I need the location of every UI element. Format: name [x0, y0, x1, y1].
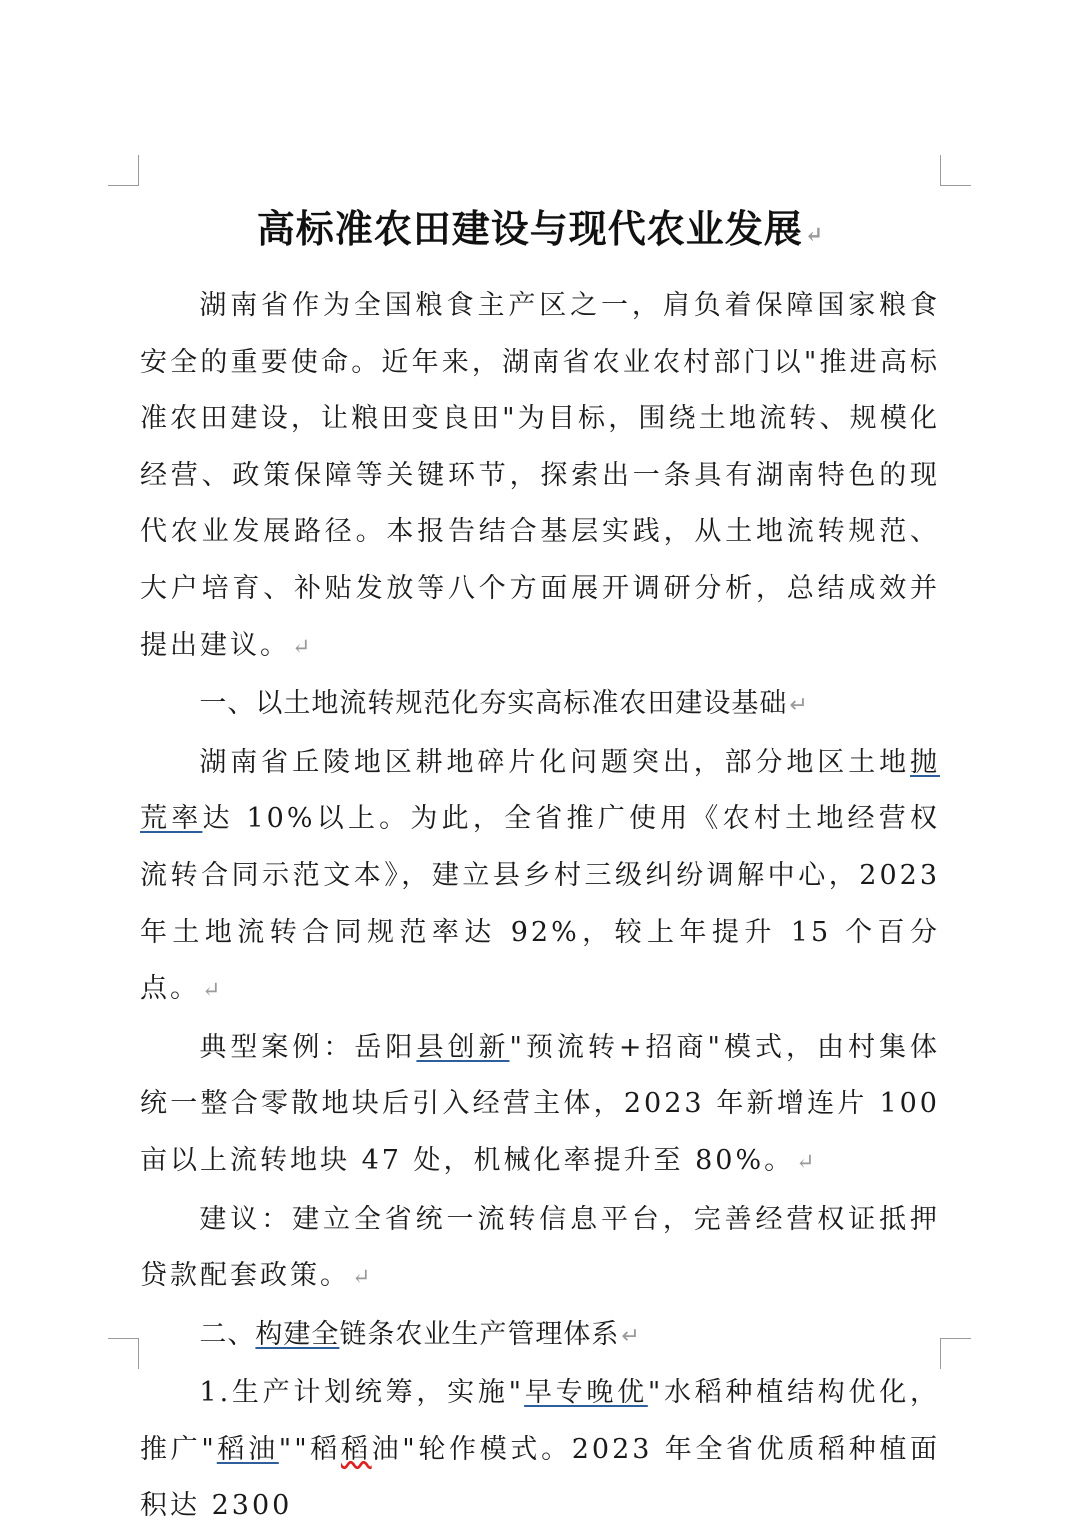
- document-body[interactable]: [140, 198, 940, 1535]
- intro-paragraph: 湖南省作为全国粮食主产区之一，肩负着保障国家粮食安全的重要使命。近年来，湖南省农业农村部门以"推进高标准农田建设，让粮田变良田"为目标，围绕土地流转、规模化经营、政策保障等关键环节，探索出一条具有湖南特色的现代农业发展路径。本报告结合基层实践，从土地流转规范、大户培育、补贴发放等八个方面展开调研分析，总结成效并提出建议。↵: [140, 290, 940, 661]
- section1-paragraph-1: 湖南省丘陵地区耕地碎片化问题突出，部分地区土地抛荒率达 10%以上。为此，全省推广使用《农村土地经营权流转合同示范文本》，建立县乡村三级纠纷调解中心，2023 年土地流转合同规范率达 92%，较上年提升 15 个百分点。↵: [140, 746, 941, 1005]
- margin-corner-bottom-left: [108, 1338, 139, 1369]
- tracked-change-underline[interactable]: 县创新: [416, 1031, 510, 1063]
- paragraph-mark-icon: ↵: [789, 693, 808, 719]
- section-heading-1: 一、以土地流转规范化夯实高标准农田建设基础↵: [199, 688, 808, 720]
- paragraph-mark-icon: ↵: [621, 1323, 640, 1349]
- tracked-change-underline[interactable]: 抛荒率: [140, 746, 940, 835]
- paragraph-mark-icon: ↵: [352, 1265, 371, 1291]
- spellcheck-underline[interactable]: 稻: [340, 1433, 372, 1465]
- tracked-change-underline[interactable]: 构建全: [255, 1318, 340, 1350]
- paragraph-mark-icon: ↵: [292, 634, 311, 660]
- margin-corner-bottom-right: [940, 1338, 971, 1369]
- section2-paragraph-1: 1.生产计划统筹，实施"早专晚优"水稻种植结构优化，推广"稻油""稻稻油"轮作模式。2023 年全省优质稻种植面积达 2300: [140, 1377, 941, 1522]
- tracked-change-underline[interactable]: 早专晚优: [524, 1377, 648, 1409]
- section-heading-2: 二、构建全链条农业生产管理体系↵: [199, 1318, 640, 1350]
- paragraph-mark-icon: ↵: [796, 1149, 815, 1175]
- tracked-change-underline[interactable]: 稻油: [216, 1433, 279, 1465]
- document-title: 高标准农田建设与现代农业发展↵: [256, 206, 824, 251]
- section1-paragraph-2: 典型案例：岳阳县创新"预流转+招商"模式，由村集体统一整合零散地块后引入经营主体，2023 年新增连片 100 亩以上流转地块 47 处，机械化率提升至 80%。↵: [140, 1031, 941, 1176]
- margin-corner-top-left: [108, 155, 139, 186]
- paragraph-mark-icon: ↵: [202, 978, 221, 1004]
- margin-corner-top-right: [940, 155, 971, 186]
- section1-paragraph-3: 建议：建立全省统一流转信息平台，完善经营权证抵押贷款配套政策。↵: [140, 1203, 940, 1292]
- paragraph-mark-icon: ↵: [804, 222, 824, 248]
